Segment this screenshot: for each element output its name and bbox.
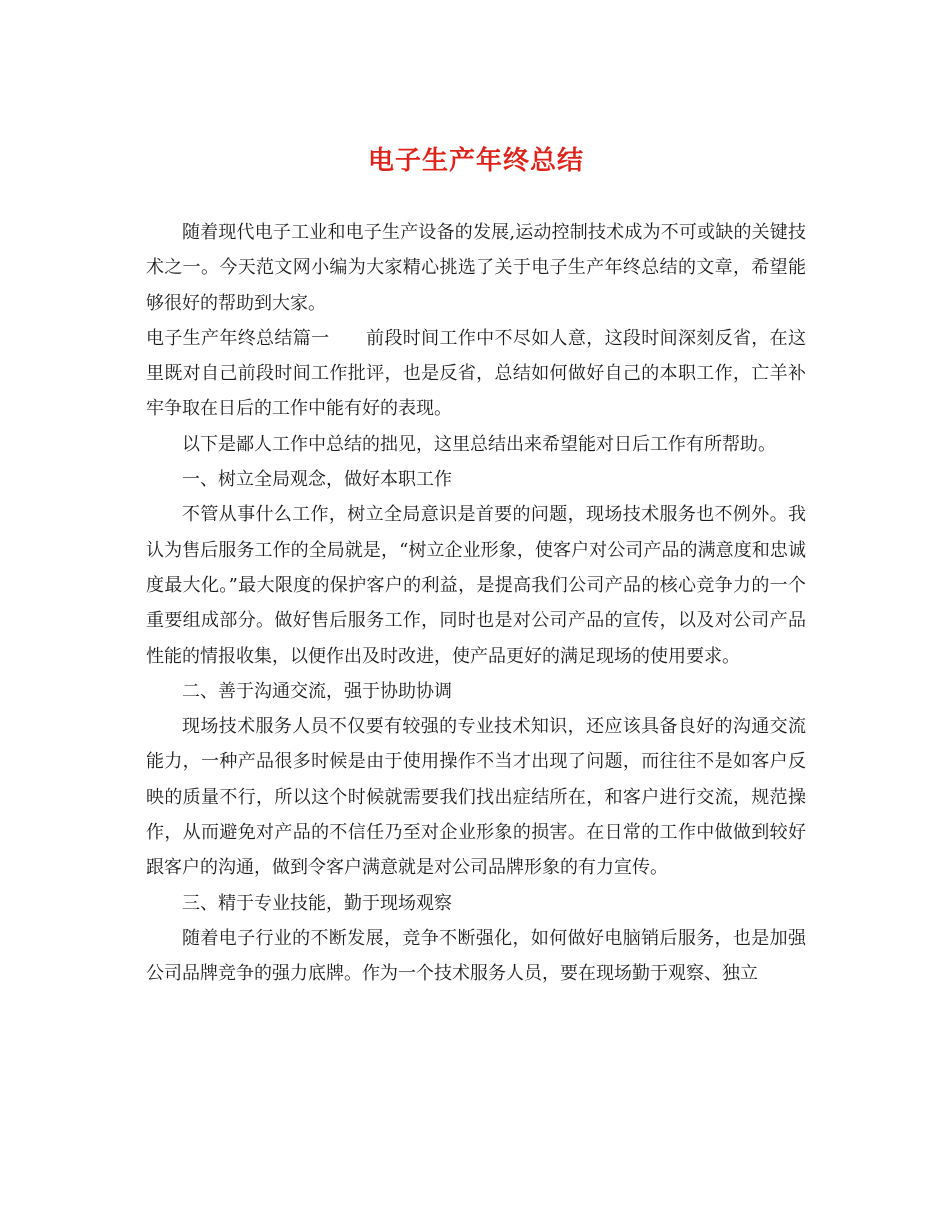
document-title: 电子生产年终总结 bbox=[367, 146, 584, 176]
paragraph-intro: 随着现代电子工业和电子生产设备的发展,运动控制技术成为不可或缺的关键技术之一。今天范文网小编为大家精心挑选了关于电子生产年终总结的文章，希望能够很好的帮助到大家。 bbox=[146, 222, 806, 314]
paragraph-point-one: 不管从事什么工作，树立全局意识是首要的问题，现场技术服务也不例外。我认为售后服务工作的全局就是，“树立企业形象，使客户对公司产品的满意度和忠诚度最大化。”最大限度的保护客户的利益，是提高我们公司产品的核心竞争力的一个重要组成部分。做好售后服务工作，同时也是对公司产品的宣传，以及对公司产品性能的情报收集，以便作出及时改进，使产品更好的满足现场的使用要求。 bbox=[146, 504, 806, 667]
paragraph-point-two: 现场技术服务人员不仅要有较强的专业技术知识，还应该具备良好的沟通交流能力，一种产品很多时候是由于使用操作不当才出现了问题，而往往不是如客户反映的质量不行，所以这个时候就需要我们找出症结所在，和客户进行交流，规范操作，从而避免对产品的不信任乃至对企业形象的损害。在日常的工作中做做到较好跟客户的沟通，做到令客户满意就是对公司品牌形象的有力宣传。 bbox=[146, 716, 806, 879]
heading-point-three: 三、精于专业技能，勤于现场观察 bbox=[182, 892, 452, 914]
paragraph-section-one-intro: 电子生产年终总结篇一 前段时间工作中不尽如人意，这段时间深刻反省，在这里既对自己前段时间工作批评，也是反省，总结如何做好自己的本职工作，亡羊补牢争取在日后的工作中能有好的表现。 bbox=[146, 327, 806, 420]
document-body bbox=[146, 215, 806, 992]
heading-point-one: 一、树立全局观念，做好本职工作 bbox=[182, 469, 452, 491]
paragraph-summary-note: 以下是鄙人工作中总结的拙见，这里总结出来希望能对日后工作有所帮助。 bbox=[182, 433, 776, 455]
paragraph-point-three: 随着电子行业的不断发展，竞争不断强化，如何做好电脑销后服务，也是加强公司品牌竞争的强力底牌。作为一个技术服务人员，要在现场勤于观察、独立 bbox=[146, 927, 806, 985]
heading-point-two: 二、善于沟通交流，强于协助协调 bbox=[182, 680, 452, 702]
